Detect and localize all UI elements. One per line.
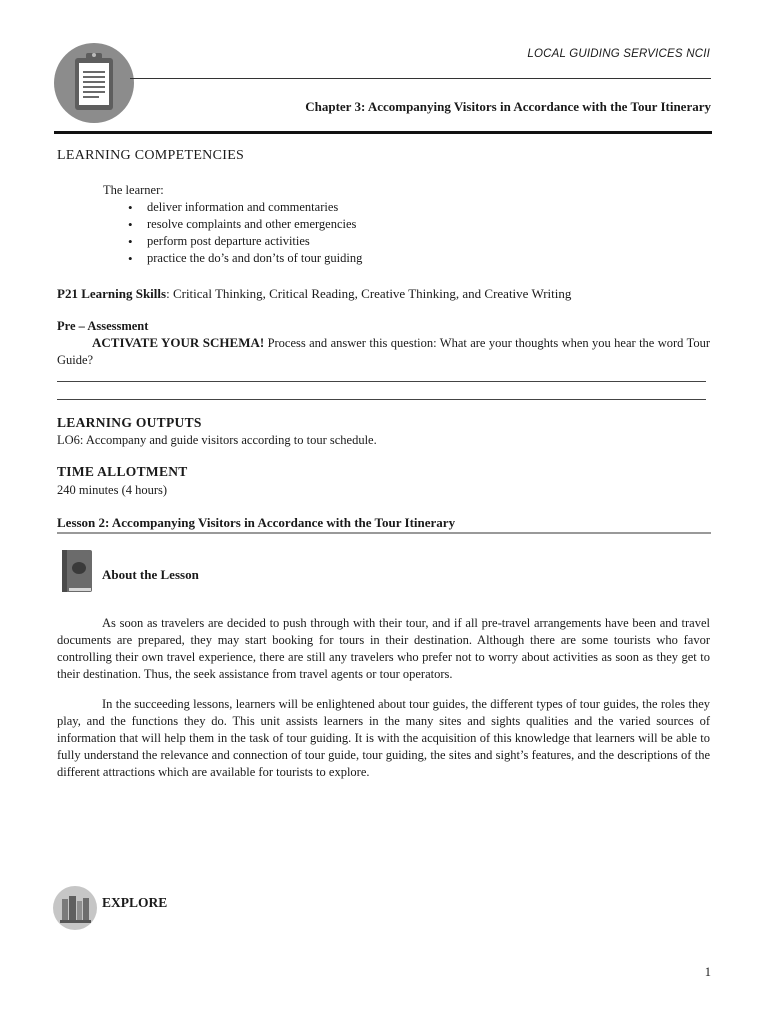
answer-line[interactable] — [57, 399, 706, 400]
about-paragraph-2: In the succeeding lessons, learners will be enlightened about tour guides, the different types of tour guides, the roles they play, and the functions they do. This unit assists learners in the many sites and sights qualities and the varied sources of information that will help them in the task of tour guiding. It is with the acquisition of this knowledge that learners will be able to fully understand the relevance and connection of tour guide, tour guiding, the sites and sight’s features, and the descriptions of the different attractions which are available for tourists to explore. — [57, 697, 710, 779]
skills-text: : Critical Thinking, Critical Reading, Creative Thinking, and Creative Writing — [166, 286, 572, 301]
competencies-heading: LEARNING COMPETENCIES — [57, 148, 245, 163]
header-thick-divider — [54, 131, 712, 134]
chapter-title: Chapter 3: Accompanying Visitors in Accordance with the Tour Itinerary — [305, 99, 711, 114]
list-item: • perform post departure activities — [126, 233, 362, 250]
competencies-list — [126, 199, 362, 267]
answer-line[interactable] — [57, 381, 706, 382]
pre-assessment-text — [57, 334, 710, 369]
outputs-text: LO6: Accompany and guide visitors according to tour schedule. — [57, 433, 377, 447]
list-item: • resolve complaints and other emergencies — [126, 216, 362, 233]
page-number: 1 — [704, 965, 711, 979]
time-heading: TIME ALLOTMENT — [57, 464, 188, 479]
book-icon — [61, 549, 93, 593]
lesson-divider — [57, 532, 711, 534]
header-divider — [130, 78, 711, 79]
list-item: • deliver information and commentaries — [126, 199, 362, 216]
list-item: • practice the do’s and don’ts of tour guiding — [126, 250, 362, 267]
books-icon — [53, 886, 97, 930]
running-title: LOCAL GUIDING SERVICES NCII — [527, 48, 710, 60]
skills-label: P21 Learning Skills — [57, 286, 167, 301]
skills-line — [57, 285, 571, 302]
lesson-title: Lesson 2: Accompanying Visitors in Accordance with the Tour Itinerary — [57, 515, 456, 530]
activate-schema-lead: ACTIVATE YOUR SCHEMA! — [92, 335, 265, 350]
explore-heading: EXPLORE — [102, 895, 168, 910]
competencies-intro: The learner: — [103, 183, 164, 197]
outputs-heading: LEARNING OUTPUTS — [57, 415, 202, 430]
pre-assessment-heading: Pre – Assessment — [57, 319, 149, 333]
time-text: 240 minutes (4 hours) — [57, 483, 168, 497]
pre-assessment-question: Process and answer this question: What are your thoughts when you hear the word Tour Guide? — [57, 336, 710, 367]
about-heading: About the Lesson — [102, 567, 199, 582]
clipboard-icon — [53, 42, 135, 124]
about-paragraph-1: As soon as travelers are decided to push through with their tour, and if all pre-travel arrangements have been and travel documents are prepared, they may start booking for tours in their destination. Although there are some tourists who favor controlling their own travel experience, there are still any travelers who prefer not to worry about activities as soon as they get to their destination. Thus, the seek assistance from travel agents or tour operators. — [57, 616, 710, 681]
